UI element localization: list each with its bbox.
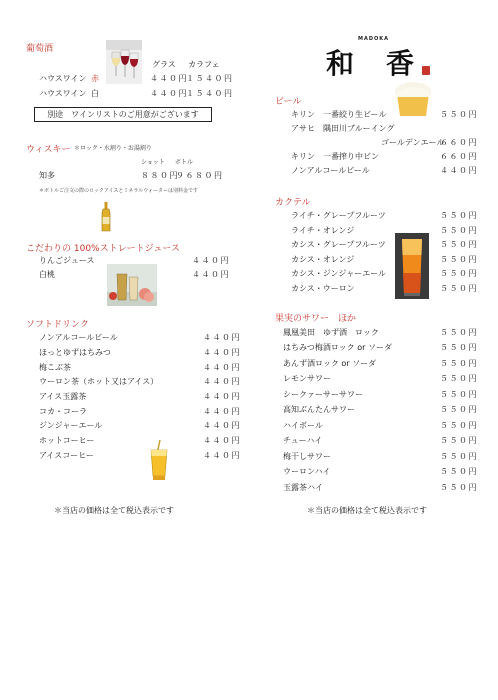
wine-row-glass-price: ４４０円 [150,74,188,83]
sour-row-name: レモンサワー [283,374,331,383]
juice-row-name: りんごジュース [39,256,95,265]
wine-header-glass: グラス [152,60,176,69]
left-footer-note: ＊当店の価格は全て税込表示です [54,506,174,515]
restaurant-logo [326,36,430,82]
soft-drink-row-price: ４４０円 [203,377,241,386]
beer-row-name: アサヒ 隅田川ブルーイング [291,124,395,133]
soft-drink-row-price: ４４０円 [203,407,241,416]
wine-row-carafe-price: １５４０円 [186,74,234,83]
wine-row-glass-price: ４４０円 [150,89,188,98]
whisky-note: ＊ボトルご注文の際のロックアイスとミネラルウォーターは別料金です [39,188,199,194]
beer-row-price: ６６０円 [440,138,478,147]
sour-row-price: ５５０円 [440,405,478,414]
cocktail-row-price: ５５０円 [440,226,478,235]
sour-row-price: ５５０円 [440,467,478,476]
sour-row-name: はちみつ梅酒ロック or ソーダ [283,343,392,352]
cocktail-row-name: カシス・ウーロン [291,284,355,293]
sour-section-title: 果実のサワー ほか [275,314,357,324]
wine-section-title: 葡萄酒 [26,44,54,54]
cocktail-row-price: ５５０円 [440,269,478,278]
soft-drink-row-price: ４４０円 [203,363,241,372]
juice-glasses-image [107,264,157,306]
wine-row-name: ハウスワイン [39,89,87,98]
beer-glass-image [392,80,434,120]
sour-row-name: ウーロンハイ [283,467,331,476]
sour-row-price: ５５０円 [440,436,478,445]
sour-row-name: チューハイ [283,436,323,445]
sour-row-name: 高知ぶんたんサワー [283,405,355,414]
cocktail-row-name: ライチ・オレンジ [291,226,355,235]
juice-row-name: 白桃 [39,270,55,279]
cocktail-row-name: カシス・ジンジャーエール [291,269,387,278]
sour-row-name: 玉露茶ハイ [283,483,323,492]
logo-subtext: MADOKA [358,36,389,42]
cocktail-row-price: ５５０円 [440,211,478,220]
cocktail-row-name: ライチ・グレープフルーツ [291,211,386,220]
soft-drink-row-name: ホットコーヒー [39,436,95,445]
sour-row-price: ５５０円 [440,343,478,352]
sour-row-price: ５５０円 [440,328,478,337]
logo-text: 和 香 [326,47,417,80]
wine-header-carafe: カラフェ [188,60,220,69]
soft-drink-row-price: ４４０円 [203,348,241,357]
soft-drink-row-price: ４４０円 [203,421,241,430]
soft-drink-row-price: ４４０円 [203,392,241,401]
beer-row-price: ６６０円 [440,152,478,161]
cocktail-row-name: カシス・グレープフルーツ [291,240,386,249]
iced-coffee-glass-icon [148,440,170,486]
wine-row-type: 赤 [91,74,99,83]
sour-row-price: ５５０円 [440,483,478,492]
soft-drink-row-name: ほっとゆずはちみつ [39,348,111,357]
cocktail-row-price: ５５０円 [440,240,478,249]
wine-glasses-image [106,40,142,84]
soft-drink-row-name: ノンアルコールビール [39,333,118,342]
beer-section-title: ビール [275,97,302,107]
soft-drink-row-name: コカ・コーラ [39,407,87,416]
beer-row-name: ゴールデンエール [381,138,445,147]
wine-row-carafe-price: １５４０円 [186,89,234,98]
wine-row-type: 白 [91,89,99,98]
juice-section-title: こだわりの 100%ストレートジュース [26,244,180,254]
soft-drink-row-name: アイスコーヒー [39,451,94,460]
whisky-header-shot: ショット [141,159,165,166]
whisky-row-name: 知多 [39,171,55,180]
sour-row-price: ５５０円 [440,359,478,368]
sour-row-name: 鳳凰美田 ゆず酒 ロック [283,328,379,337]
cocktail-glass-image [395,233,429,299]
whisky-subtitle: ＊ロック・水割り・お湯割り [74,145,152,152]
whisky-section-title: ウィスキー [26,145,71,155]
juice-row-price: ４４０円 [192,256,230,265]
sour-row-name: シークァーサーサワー [283,390,363,399]
soft-drink-section-title: ソフトドリンク [26,320,89,330]
soft-drink-row-name: 梅こぶ茶 [39,363,71,372]
cocktail-row-price: ５５０円 [440,284,478,293]
whisky-row-shot-price: ８８０円 [141,171,179,180]
right-footer-note: ＊当店の価格は全て税込表示です [307,506,427,515]
sour-row-name: 梅干しサワー [283,452,331,461]
beer-row-price: ４４０円 [440,166,478,175]
soft-drink-row-name: ジンジャーエール [39,421,103,430]
cocktail-row-price: ５５０円 [440,255,478,264]
cocktail-section-title: カクテル [275,198,311,208]
logo-seal-icon [422,66,430,75]
soft-drink-row-price: ４４０円 [203,436,241,445]
soft-drink-row-price: ４４０円 [203,451,241,460]
beer-row-name: ノンアルコールビール [291,166,370,175]
sour-row-price: ５５０円 [440,390,478,399]
beer-row-price: ５５０円 [440,110,478,119]
sour-row-price: ５５０円 [440,374,478,383]
beer-row-name: キリン 一番搾り中ビン [291,152,379,161]
beer-row-name: キリン 一番絞り生ビール [291,110,387,119]
soft-drink-row-price: ４４０円 [203,333,241,342]
soft-drink-row-name: ウーロン茶（ホット又はアイス） [39,377,159,386]
sour-row-name: ハイボール [283,421,323,430]
cocktail-row-name: カシス・オレンジ [291,255,355,264]
whisky-header-bottle: ボトル [175,159,194,166]
juice-row-price: ４４０円 [192,270,230,279]
sour-row-price: ５５０円 [440,421,478,430]
whisky-bottle-icon [100,202,112,236]
sour-row-price: ５５０円 [440,452,478,461]
whisky-row-bottle-price: ９６８０円 [176,171,224,180]
sour-row-name: あんず酒ロック or ソーダ [283,359,377,368]
wine-list-note: 別途 ワインリストのご用意がございます [34,107,212,122]
wine-row-name: ハウスワイン [39,74,87,83]
soft-drink-row-name: アイス玉露茶 [39,392,87,401]
